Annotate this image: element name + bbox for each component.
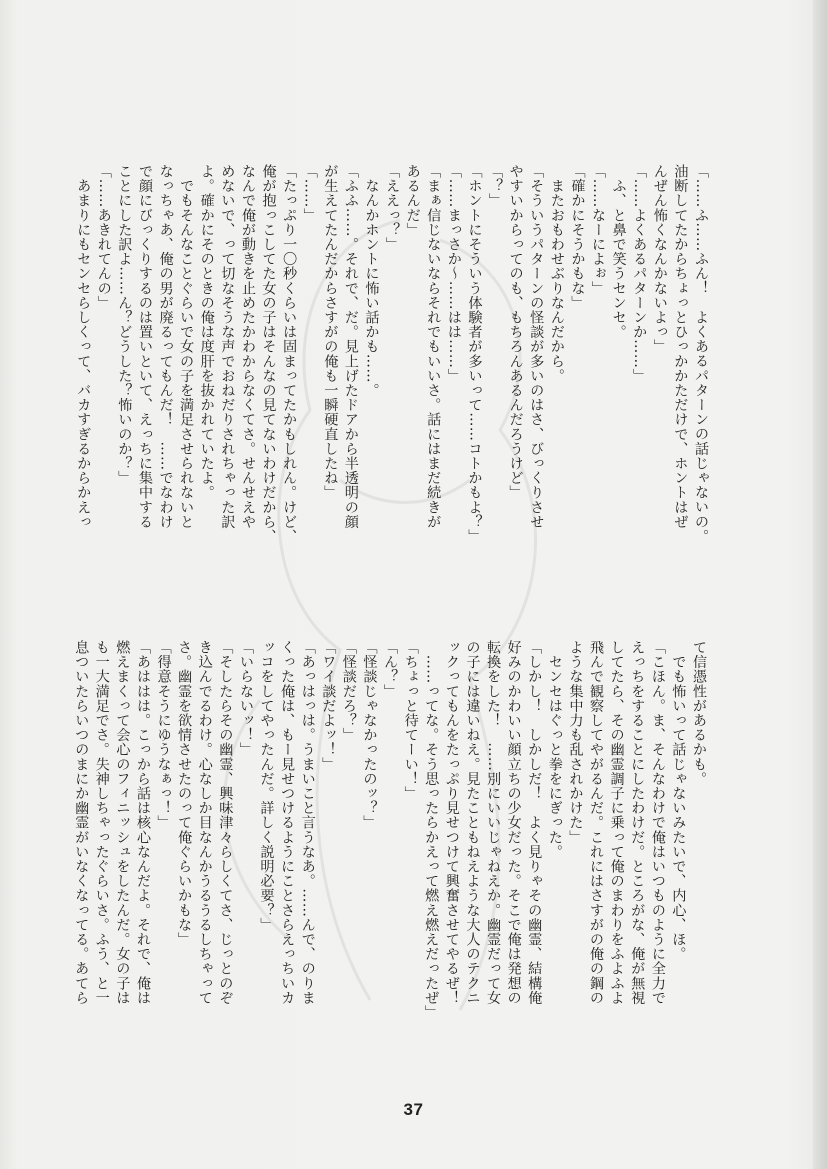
text-line: ックってもんをたっぷり見せつけて興奮させてやるぜ！ bbox=[443, 640, 460, 1005]
text-line: 油断してたからちょっとひっかかただけで、ホントはぜ bbox=[672, 164, 689, 529]
text-line: 燃えまくって会心のフィニッシュをしたんだ。女の子は bbox=[114, 640, 131, 1005]
text-line: 飛んで観察してやがるんだ。これにはさすがの俺の鋼の bbox=[588, 640, 605, 1005]
text-line: またおもわせぶりなんだから。 bbox=[548, 164, 565, 383]
text-line: んぜん怖くなんかないよっ」 bbox=[651, 164, 668, 354]
text-line: めないで、って切なそうな声でおねだりされちゃった訳 bbox=[219, 164, 236, 529]
text-line: なんで俺が動きを止めたかわからなくてさ。せんせえや bbox=[239, 164, 256, 529]
text-line: 「……」 bbox=[301, 164, 318, 223]
text-line: 「あははは。こっから話は核心なんだよ。それで、俺は bbox=[134, 640, 151, 1005]
text-line: ッコをしてやったんだ。詳しく説明必要？」 bbox=[258, 640, 275, 932]
text-line: 「ん？」 bbox=[382, 640, 399, 699]
text-line: 「まぁ信じないならそれでもいいさ。話にはまだ続きが bbox=[425, 164, 442, 529]
text-line: ふ、と鼻で笑うセンセ。 bbox=[610, 164, 627, 340]
text-line: 「ワイ談だよッ！」 bbox=[320, 640, 337, 772]
text-line: やすいからってのも、もちろんあるんだろうけど」 bbox=[507, 164, 524, 500]
text-line: 「怪談だろ？」 bbox=[340, 640, 357, 743]
text-line: 「そしたらその幽霊、興味津々らしくてさ、じっとのぞ bbox=[217, 640, 234, 1005]
page-number: 37 bbox=[403, 1100, 424, 1119]
text-line: なっちゃあ、俺の男が廃るってもんだ！ ……でなわけ bbox=[157, 164, 174, 529]
text-column-upper bbox=[73, 164, 711, 544]
text-line: 「こほん。ま、そんなわけで俺はいつものように全力で bbox=[649, 640, 666, 1005]
text-line: が生えてたんだからさすがの俺も一瞬硬直したね」 bbox=[322, 164, 339, 500]
text-line: て信憑性があるかも。 bbox=[691, 640, 707, 786]
text-line: 「……なーによぉ」 bbox=[590, 164, 607, 296]
text-line: 「ふふ……。それで、だ。見上げたドアから半透明の顔 bbox=[342, 164, 359, 529]
text-line: ……ってな。そう思ったらかえって燃え燃えだったぜ」 bbox=[423, 640, 440, 1020]
text-line: 「……あきれてんの」 bbox=[95, 164, 112, 310]
text-line: き込んでるわけ。心なしか目なんかうるうるしちゃって bbox=[196, 640, 213, 1005]
text-line: くった俺は、もー見せつけるようにことさらえっちいカ bbox=[279, 640, 296, 1005]
text-line: 「ちょっと待てーい！」 bbox=[402, 640, 419, 801]
page-spine-shadow bbox=[813, 0, 827, 1169]
text-line: センセはぐっと拳をにぎった。 bbox=[546, 640, 563, 859]
text-line: 「しかし！ しかしだ！ よく見りゃその幽霊、結構俺 bbox=[526, 640, 543, 1005]
text-line: 息ついたらいつのまにか幽霊がいなくなってる。あてら bbox=[73, 640, 90, 1005]
text-line: さ。幽霊を欲情させたのって俺ぐらいかもな」 bbox=[176, 640, 193, 947]
text-line: 「……まっさか～……はは……」 bbox=[445, 164, 462, 383]
text-line: ことにした訳よ……ん？どうした？怖いのか？」 bbox=[116, 164, 133, 486]
text-line: でもそんなことぐらいで女の子を満足させられないと bbox=[178, 164, 195, 529]
text-line: 転換をした！ ……別にいいじゃねえか。幽霊だって女 bbox=[485, 640, 502, 1005]
text-line: あまりにもセンセらしくって、バカすぎるからかえっ bbox=[75, 164, 92, 529]
text-line: 「……よくあるパターンか……」 bbox=[631, 164, 648, 383]
text-line: よ。確かにそのときの俺は度肝を抜かれていたよ。 bbox=[198, 164, 215, 500]
text-line: 「確かにそうかもな」 bbox=[569, 164, 586, 310]
text-line: 「そういうパターンの怪談が多いのはさ、びっくりさせ bbox=[528, 164, 545, 529]
text-line: 「得意そうにゆうなぁっ！」 bbox=[155, 640, 172, 830]
text-line: 「ホントにそういう体験者が多いって……コトかもよ？」 bbox=[466, 164, 483, 544]
text-line: 好みのかわいい顔立ちの少女だった。そこで俺は発想の bbox=[505, 640, 522, 1005]
text-line: 「いらないッ！」 bbox=[237, 640, 254, 757]
text-line: 「あっはっは。うまいこと言うなあ。……んで、のりま bbox=[299, 640, 316, 1005]
text-line: あるんだ」 bbox=[404, 164, 421, 237]
text-line: で顔にびっくりするのは置いといて、えっちに集中する bbox=[136, 164, 153, 529]
text-line: 俺が抱っこしてた女の子はそんなの見てないわけだから、 bbox=[260, 164, 277, 544]
text-line: も一大満足でさ。失神しちゃったぐらいさ。ふう、と一 bbox=[93, 640, 110, 1005]
text-line: 「……ふ……ふん！ よくあるパターンの話じゃないの。 bbox=[693, 164, 709, 544]
text-line: 「？」 bbox=[487, 164, 504, 208]
text-line: 「ええっ？」 bbox=[384, 164, 401, 252]
text-line: してたら、その幽霊調子に乗って俺のまわりをふよふよ bbox=[608, 640, 625, 1005]
text-line: えっちをすることにしたわけだ。ところがな、俺が無視 bbox=[629, 640, 646, 1005]
text-line: でも怖いって話じゃないみたいで、内心、ほ。 bbox=[670, 640, 687, 962]
text-line: ような集中力も乱されかけた」 bbox=[567, 640, 584, 845]
text-line: 「怪談じゃなかったのッ？」 bbox=[361, 640, 378, 830]
text-line: の子には違いねえ。見たこともねえような大人のテクニ bbox=[464, 640, 481, 1005]
text-line: 「たっぷり一〇秒くらいは固まってたかもしれん。けど、 bbox=[281, 164, 298, 544]
text-column-lower bbox=[71, 640, 709, 1070]
text-line: なんかホントに怖い話かも……。 bbox=[363, 164, 380, 398]
